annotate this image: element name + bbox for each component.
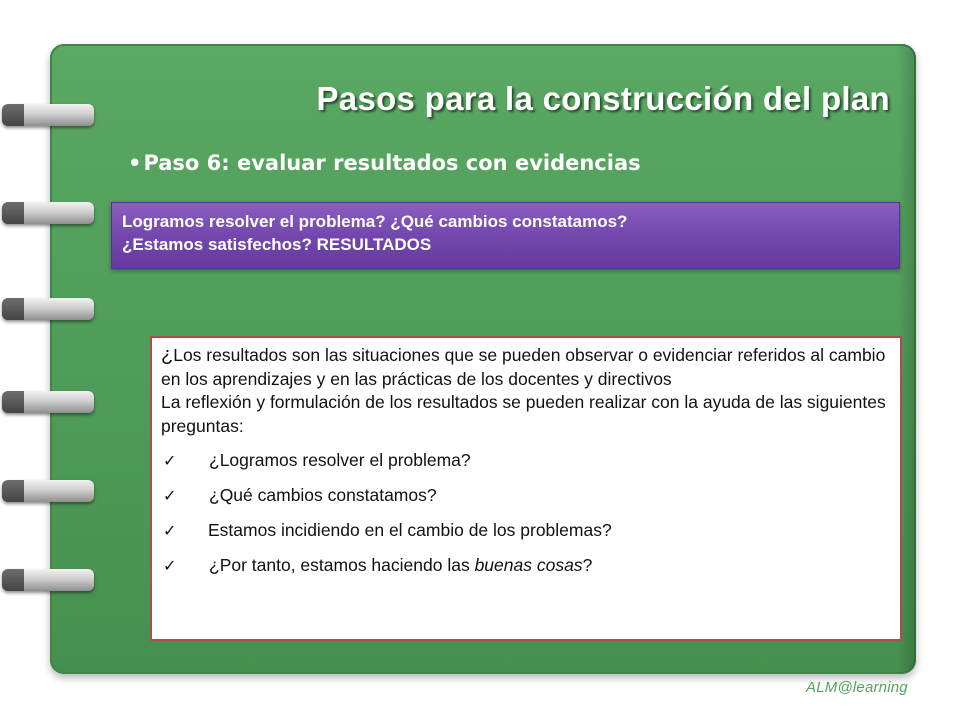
checkmark-icon: ✓ (163, 521, 177, 540)
checkmark-icon: ✓ (163, 486, 177, 505)
step-heading-text: Paso 6: evaluar resultados con evidencias (143, 151, 641, 175)
intro-paragraph (161, 344, 890, 391)
intro-mark: ¿ (161, 344, 174, 366)
checklist-item-text (209, 548, 592, 583)
checklist-item-text: ¿Logramos resolver el problema? (209, 450, 471, 470)
slide-title: Pasos para la construcción del plan (316, 80, 890, 117)
almlearning-logo: ALM@learning (806, 679, 908, 696)
binder-ring (2, 104, 94, 126)
checklist-item (161, 548, 890, 583)
binder-ring (2, 298, 94, 320)
checklist-item (161, 443, 890, 478)
binder-ring (2, 202, 94, 224)
binder-ring (2, 391, 94, 413)
checklist-item (161, 513, 890, 548)
bullet-glyph: • (128, 151, 142, 175)
checkmark-icon: ✓ (163, 451, 177, 470)
question-checklist (161, 443, 890, 583)
binder-ring (2, 480, 94, 502)
question-text-start: ¿Por tanto, estamos haciendo las (209, 555, 475, 575)
checkmark-icon: ✓ (163, 556, 177, 575)
intro-text: Los resultados son las situaciones que se pueden observar o evidenciar referidos al cambio en los aprendizajes y en las prácticas de los docentes y directivos (161, 345, 886, 389)
banner-line-2: ¿Estamos satisfechos? RESULTADOS (122, 235, 432, 254)
results-banner (111, 202, 900, 269)
question-text-end: ? (582, 555, 593, 575)
binder-ring (2, 569, 94, 591)
banner-line-1: Logramos resolver el problema? ¿Qué cambios constatamos? (122, 212, 628, 231)
checklist-item-text: ¿Qué cambios constatamos? (209, 485, 437, 505)
emphasis-text: buenas cosas (474, 555, 583, 575)
step-heading (128, 151, 641, 175)
checklist-item-text: Estamos incidiendo en el cambio de los problemas? (208, 520, 612, 540)
reflection-paragraph: La reflexión y formulación de los resultados se pueden realizar con la ayuda de las siguientes preguntas: (161, 392, 886, 436)
results-content-box (150, 336, 902, 641)
checklist-item (161, 478, 890, 513)
